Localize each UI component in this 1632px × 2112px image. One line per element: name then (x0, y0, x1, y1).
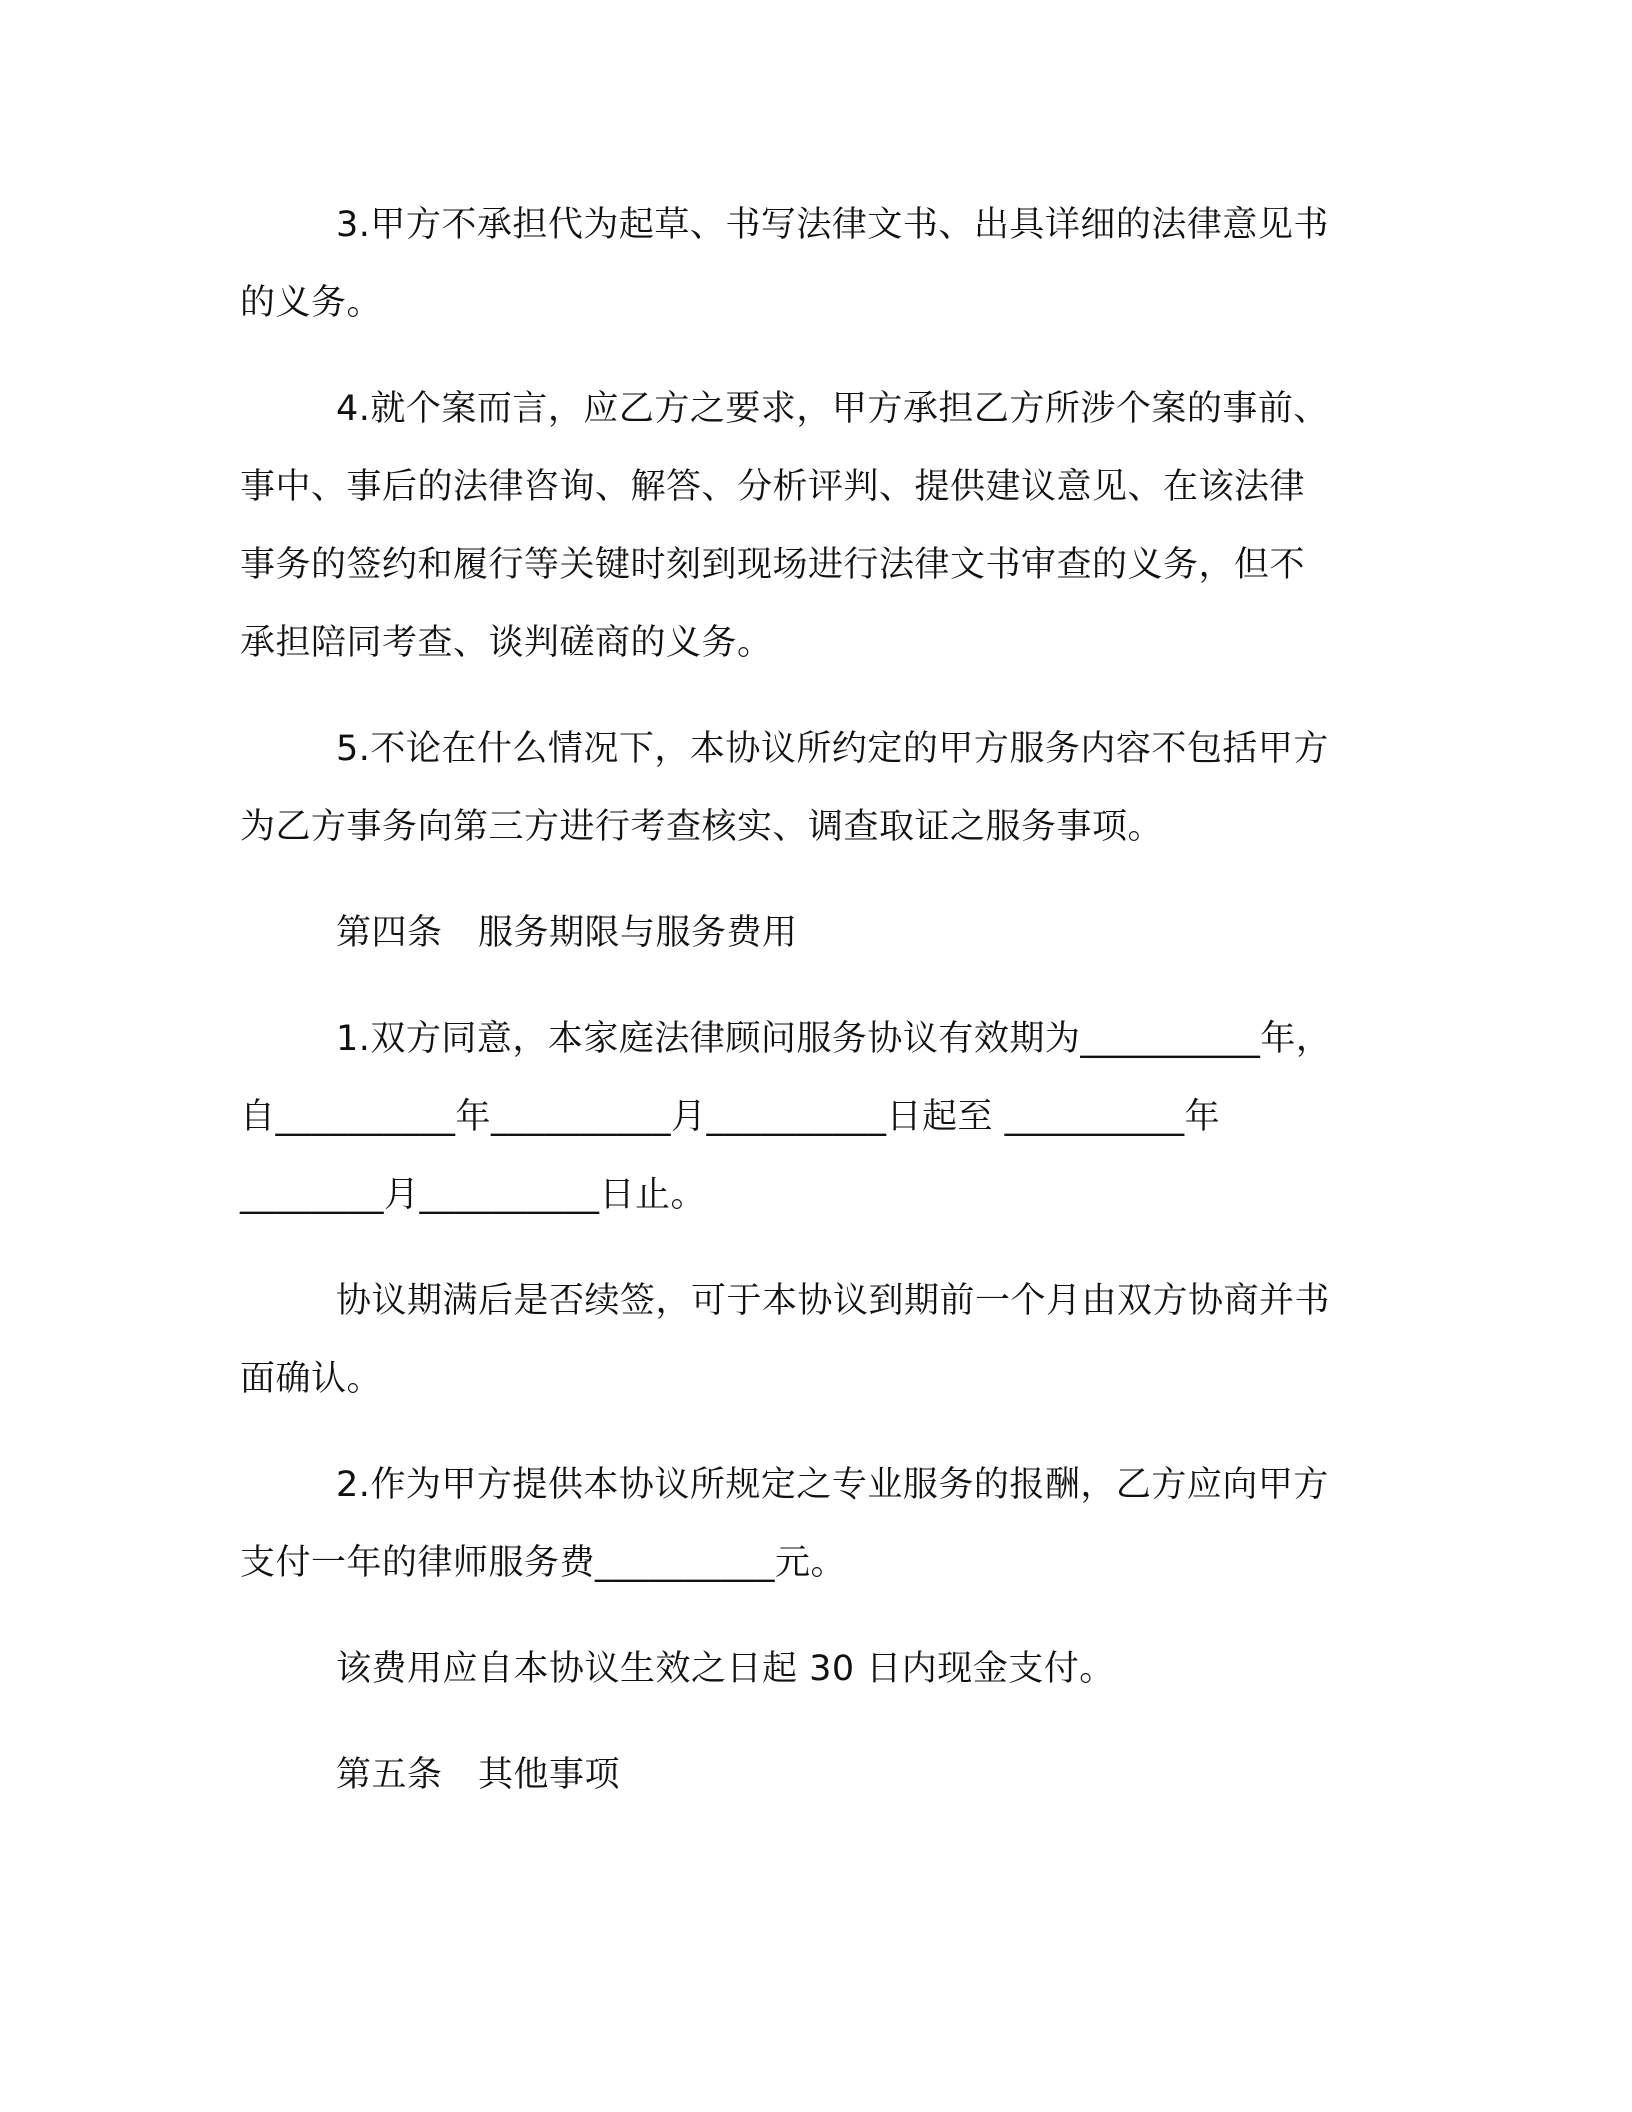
paragraph-line: 事中、事后的法律咨询、解答、分析评判、提供建议意见、在该法律 (240, 467, 1306, 507)
article-4-heading: 第四条 服务期限与服务费用 (336, 913, 798, 953)
article-5-heading: 第五条 其他事项 (336, 1755, 621, 1795)
paragraph-line: 1.双方同意，本家庭法律顾问服务协议有效期为__________年， (336, 1019, 1332, 1059)
paragraph-line: 支付一年的律师服务费__________元。 (240, 1543, 847, 1583)
paragraph-renewal (240, 1262, 1380, 1418)
paragraph-line: ________月__________日止。 (240, 1175, 707, 1215)
paragraph-line: 2.作为甲方提供本协议所规定之专业服务的报酬，乙方应向甲方 (336, 1465, 1329, 1505)
paragraph-item-3 (240, 186, 1380, 342)
paragraph-term (240, 1000, 1380, 1234)
paragraph-line: 面确认。 (240, 1359, 383, 1399)
paragraph-line: 的义务。 (240, 283, 383, 323)
paragraph-line: 事务的签约和履行等关键时刻到现场进行法律文书审查的义务，但不 (240, 545, 1306, 585)
paragraph-line: 协议期满后是否续签，可于本协议到期前一个月由双方协商并书 (336, 1281, 1331, 1321)
paragraph-item-5 (240, 710, 1380, 866)
paragraph-line: 3.甲方不承担代为起草、书写法律文书、出具详细的法律意见书 (336, 205, 1329, 245)
document-body (240, 186, 1380, 1842)
paragraph-line: 承担陪同考查、谈判磋商的义务。 (240, 623, 773, 663)
paragraph-line: 5.不论在什么情况下，本协议所约定的甲方服务内容不包括甲方 (336, 729, 1329, 769)
paragraph-fee (240, 1446, 1380, 1602)
paragraph-line: 自__________年__________月__________日起至 __________年 (240, 1097, 1221, 1137)
paragraph-item-4 (240, 370, 1380, 682)
paragraph-payment (240, 1630, 1380, 1708)
paragraph-line: 该费用应自本协议生效之日起 30 日内现金支付。 (336, 1649, 1115, 1689)
paragraph-line: 为乙方事务向第三方进行考查核实、调查取证之服务事项。 (240, 807, 1164, 847)
paragraph-line: 4.就个案而言，应乙方之要求，甲方承担乙方所涉个案的事前、 (336, 389, 1329, 429)
